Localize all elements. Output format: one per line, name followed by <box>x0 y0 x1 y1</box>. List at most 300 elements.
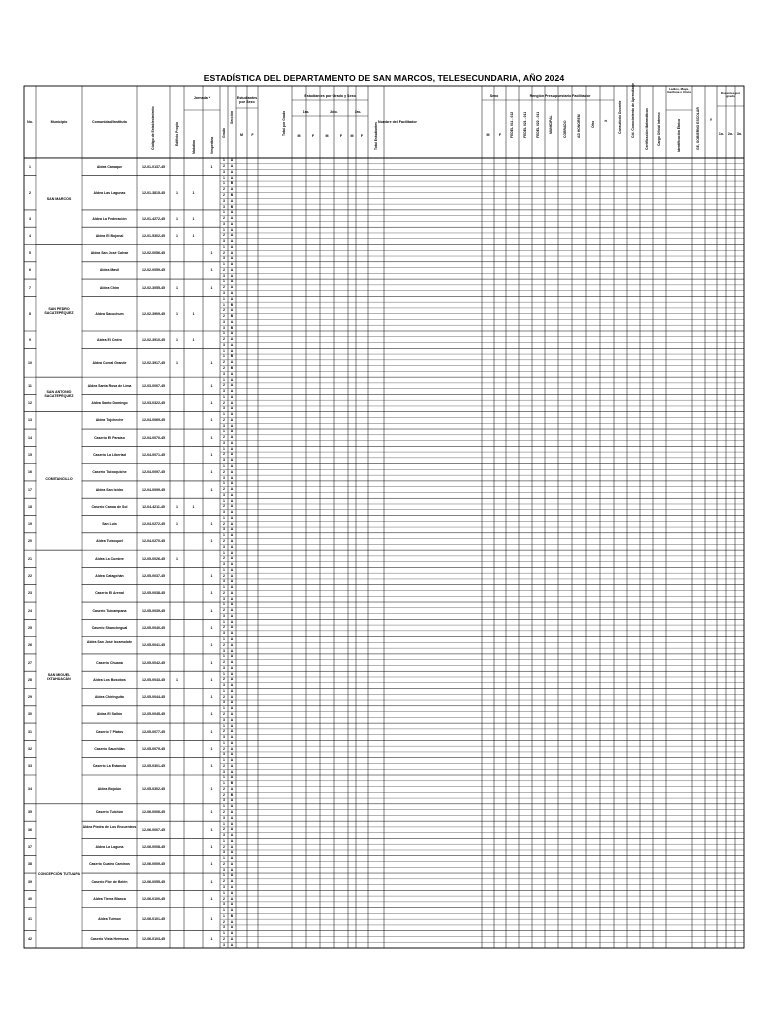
grade-cell: 2 <box>223 267 225 272</box>
grade-cell: 2 <box>223 573 225 578</box>
header-g1: 1ro. <box>302 110 310 114</box>
header-est-grado-sexo: Estudiantes por Grado y Sexo <box>304 94 356 98</box>
section-cell: A <box>230 694 234 699</box>
section-cell: A <box>230 654 234 659</box>
section-cell: A <box>230 504 234 509</box>
municipio-name: SAN PEDRO SACATEPÉQUEZ <box>44 306 74 315</box>
grade-cell: 1 <box>223 758 225 763</box>
establishment-code: 12-05-0039-45 <box>142 608 165 613</box>
section-cell: A <box>230 925 234 930</box>
header-no: No. <box>27 120 33 124</box>
section-cell: A <box>230 596 234 601</box>
header-r011: FEDEL 011 - 012 <box>510 111 514 138</box>
afternoon-shift: 1 <box>210 251 213 256</box>
row-number: 39 <box>28 879 32 884</box>
header-g3: 3ro. <box>354 110 362 114</box>
section-cell: A <box>230 942 234 947</box>
grade-cell: 3 <box>223 884 225 889</box>
section-cell: A <box>230 285 234 290</box>
section-cell: A <box>230 827 234 832</box>
establishment-code: 12-04-0097-45 <box>142 470 165 475</box>
section-cell: A <box>230 164 234 169</box>
section-cell: A <box>230 585 234 590</box>
afternoon-shift: 1 <box>210 401 213 406</box>
grade-cell: 3 <box>223 527 225 532</box>
grade-cell: 3 <box>223 752 225 757</box>
header-renglon: Renglón Presupuestario Facilitador <box>529 94 591 98</box>
grade-cell: 2 <box>223 810 225 814</box>
establishment-code: 12-05-0301-45 <box>142 764 165 769</box>
afternoon-shift: 1 <box>210 268 213 273</box>
section-cell: A <box>230 221 234 226</box>
section-cell: A <box>230 723 234 728</box>
section-cell: A <box>230 556 234 561</box>
grade-cell: 3 <box>223 423 225 428</box>
grade-cell: 1 <box>223 279 225 284</box>
afternoon-shift: 1 <box>210 418 213 423</box>
section-cell: A <box>230 227 234 232</box>
grade-cell: 1 <box>223 429 225 434</box>
grade-cell: 3 <box>223 683 225 688</box>
row-number: 22 <box>28 574 32 579</box>
section-cell: A <box>230 711 234 716</box>
establishment-code: 12-02-0056-45 <box>142 251 165 256</box>
afternoon-shift: 1 <box>210 643 213 648</box>
section-cell: A <box>230 671 234 676</box>
community-name: Aldea Catagchán <box>95 574 124 579</box>
grade-cell: 3 <box>223 342 225 347</box>
header-grado: Grado <box>222 128 226 138</box>
community-name: Caserío Canoa de Sol <box>91 504 128 509</box>
header-sexo-f: F <box>498 133 502 137</box>
own-building: 1 <box>176 360 178 365</box>
afternoon-shift: 1 <box>210 937 213 942</box>
grade-cell: 2 <box>223 556 225 561</box>
establishment-code: 12-05-0041-45 <box>142 643 165 648</box>
grade-cell: 1 <box>223 890 225 895</box>
grade-cell: 2 <box>223 365 225 370</box>
grade-cell: 1 <box>223 838 225 843</box>
grade-cell: 2 <box>223 763 225 768</box>
row-number: 2 <box>29 190 31 195</box>
establishment-code: 12-05-0044-45 <box>142 695 165 700</box>
community-name: Aldea La Cumbre <box>95 556 124 561</box>
grade-cell: 3 <box>223 291 225 296</box>
grade-cell: 2 <box>223 400 225 405</box>
grade-cell: 3 <box>223 648 225 653</box>
afternoon-shift: 1 <box>210 695 213 700</box>
establishment-code: 12-04-0270-45 <box>142 539 165 544</box>
row-number: 4 <box>29 233 31 238</box>
section-cell: A <box>230 216 234 221</box>
grade-cell: 1 <box>223 654 225 659</box>
establishment-code: 12-03-0007-45 <box>142 383 165 388</box>
grade-cell: 1 <box>223 515 225 520</box>
section-cell: A <box>230 210 234 215</box>
morning-shift: 1 <box>192 311 195 316</box>
establishment-code: 12-05-0042-45 <box>142 660 165 665</box>
grade-cell: 1 <box>223 740 225 745</box>
section-cell: A <box>230 239 234 244</box>
grade-cell: 3 <box>223 833 225 838</box>
row-number: 11 <box>28 383 32 388</box>
grade-cell: 2 <box>223 164 225 169</box>
row-number: 20 <box>28 539 32 544</box>
community-name: Aldea Los Bosobos <box>93 677 126 682</box>
community-name: Aldea Chiringuito <box>94 695 125 700</box>
grade-cell: 3 <box>223 717 225 722</box>
section-cell: A <box>230 458 234 463</box>
community-name: Aldea Tierra Blanca <box>93 896 126 901</box>
section-cell: A <box>230 417 234 422</box>
grade-cell: 2 <box>223 250 225 255</box>
section-cell: A <box>230 342 234 347</box>
community-name: Caserío Tuichún <box>95 810 124 815</box>
grade-cell: 2 <box>223 538 225 543</box>
section-cell: A <box>230 775 234 780</box>
grade-cell: 1 <box>223 181 225 186</box>
section-cell: A <box>230 319 234 324</box>
morning-shift: 1 <box>192 504 195 509</box>
row-number: 38 <box>28 862 32 867</box>
grade-cell: 3 <box>223 221 225 226</box>
section-cell: A <box>230 440 234 445</box>
section-cell: A <box>230 879 234 884</box>
section-cell: A <box>230 446 234 451</box>
grade-cell: 1 <box>223 412 225 417</box>
afternoon-shift: 1 <box>210 591 213 596</box>
header-otro: Otro <box>591 120 595 128</box>
morning-shift: 1 <box>192 216 195 221</box>
header-total-grado: Total por Grado <box>282 110 286 136</box>
section-cell: A <box>230 873 234 878</box>
morning-shift: 1 <box>192 233 195 238</box>
community-name: Aldea La Federación <box>92 216 127 221</box>
grade-cell: 3 <box>223 325 225 330</box>
municipio-cell <box>36 412 81 550</box>
grade-cell: 3 <box>223 239 225 244</box>
grade-cell: 3 <box>223 665 225 670</box>
own-building: 1 <box>176 233 178 238</box>
grade-cell: 2 <box>223 625 225 630</box>
section-cell: A <box>230 429 234 434</box>
afternoon-shift: 1 <box>210 917 213 922</box>
section-cell: A <box>230 452 234 457</box>
section-cell: A <box>230 256 234 261</box>
morning-shift: 1 <box>192 337 195 342</box>
grade-cell: 1 <box>223 331 225 336</box>
afternoon-shift: 1 <box>210 574 213 579</box>
grade-cell: 3 <box>223 700 225 705</box>
municipio-cell <box>36 158 81 244</box>
grade-cell: 3 <box>223 458 225 463</box>
grade-cell: 1 <box>223 931 225 936</box>
grade-cell: 3 <box>223 562 225 567</box>
header-conocimiento: Cól. Conocimiento de Aprendizaje <box>631 83 635 138</box>
community-name: Aldea El Sallón <box>96 712 123 717</box>
row-number: 24 <box>28 608 32 613</box>
row-number: 21 <box>28 556 32 561</box>
row-number: 27 <box>28 660 32 665</box>
establishment-code: 12-02-3909-45 <box>142 311 165 316</box>
grade-cell: 3 <box>223 371 225 376</box>
afternoon-shift: 1 <box>210 712 213 717</box>
section-cell: A <box>230 510 234 515</box>
section-cell: A <box>230 613 234 618</box>
own-building: 1 <box>176 522 178 527</box>
establishment-code: 12-04-4211-45 <box>142 504 165 509</box>
afternoon-shift: 1 <box>210 896 213 901</box>
grade-cell: 3 <box>223 510 225 515</box>
establishment-code: 12-06-0007-45 <box>142 827 165 832</box>
section-cell: A <box>230 867 234 872</box>
grade-cell: 2 <box>223 642 225 647</box>
community-name: Caserío El Paraíso <box>94 435 125 440</box>
grade-cell: 2 <box>223 487 225 492</box>
section-cell: A <box>230 360 234 365</box>
grade-cell: 3 <box>223 925 225 930</box>
header-certificado: Certificación Matemáticas <box>645 108 649 150</box>
establishment-code: 12-02-3055-45 <box>142 285 165 290</box>
section-cell: A <box>230 187 234 192</box>
afternoon-shift: 1 <box>210 879 213 884</box>
row-number: 31 <box>28 729 32 734</box>
community-name: Aldea Santa Rosa de Lima <box>87 383 132 388</box>
section-cell: A <box>230 861 234 866</box>
establishment-code: 12-05-0037-45 <box>142 574 165 579</box>
community-name: Aldea Tuixoquel <box>96 539 123 544</box>
section-cell: A <box>230 233 234 238</box>
community-name: Caserío Tuixoquiche <box>92 470 127 475</box>
establishment-code: 12-06-0100-45 <box>142 896 165 901</box>
community-name: Caserío Sauchilán <box>94 747 125 752</box>
section-cell: A <box>230 377 234 382</box>
section-cell: A <box>230 412 234 417</box>
establishment-code: 12-01-4272-45 <box>142 216 165 221</box>
row-number: 33 <box>28 764 32 769</box>
section-cell: A <box>230 642 234 647</box>
establishment-code: 12-06-0101-45 <box>142 917 165 922</box>
section-cell: A <box>230 856 234 861</box>
row-number: 37 <box>28 845 32 850</box>
row-number: 17 <box>28 487 32 492</box>
establishment-code: 12-05-0077-45 <box>142 729 165 734</box>
section-cell: A <box>230 175 234 180</box>
establishment-code: 12-05-0043-45 <box>142 677 165 682</box>
section-cell: A <box>230 919 234 924</box>
row-number: 35 <box>28 810 32 815</box>
row-number: 18 <box>28 504 32 509</box>
header-edificio: Edificio Propio <box>175 122 179 146</box>
municipio-cell <box>36 804 81 947</box>
section-cell: A <box>230 740 234 745</box>
grade-cell: 1 <box>223 227 225 232</box>
header-municipal: MUNICIPAL <box>549 115 553 134</box>
row-number: 29 <box>28 695 32 700</box>
section-cell: B <box>230 302 234 307</box>
grade-cell: 2 <box>223 919 225 924</box>
section-cell: A <box>230 648 234 653</box>
section-cell: A <box>230 567 234 572</box>
section-cell: A <box>230 936 234 941</box>
municipio-name: SAN MIGUEL IXTAHUACÁN <box>47 672 71 681</box>
header-consultorio: Consultorio Docente <box>618 100 622 134</box>
section-cell: A <box>230 198 234 203</box>
community-name: Aldea El Bojonal <box>95 233 124 238</box>
section-cell: A <box>230 706 234 711</box>
grade-cell: 2 <box>223 792 225 797</box>
row-number: 25 <box>28 625 32 630</box>
grade-cell: 1 <box>223 244 225 249</box>
grade-cell: 2 <box>223 216 225 221</box>
community-name: Caserío Vista Hermosa <box>90 937 129 942</box>
grade-cell: 1 <box>223 354 225 359</box>
grade-cell: 3 <box>223 798 225 803</box>
establishment-code: 12-06-0009-45 <box>142 862 165 867</box>
municipio-name: SAN ANTONIO SACATEPÉQUEZ <box>44 390 74 399</box>
section-cell: A <box>230 804 234 809</box>
section-cell: A <box>230 308 234 313</box>
community-name: Aldea El Cedro <box>97 337 122 342</box>
grade-cell: 1 <box>223 158 225 163</box>
row-number: 42 <box>28 937 32 942</box>
establishment-code: 12-04-0070-45 <box>142 435 165 440</box>
row-number: 16 <box>28 470 32 475</box>
section-cell: A <box>230 665 234 670</box>
afternoon-shift: 1 <box>210 285 213 290</box>
establishment-code: 12-02-0059-45 <box>142 268 165 273</box>
afternoon-shift: 1 <box>210 677 213 682</box>
header-d2: 2o. <box>727 132 734 136</box>
grade-cell: 2 <box>223 360 225 365</box>
section-cell: B <box>230 365 234 370</box>
community-name: Caserío La Estancia <box>92 764 127 769</box>
grade-cell: 1 <box>223 821 225 826</box>
community-name: Aldea La Laguna <box>95 845 124 850</box>
section-cell: B <box>230 792 234 797</box>
grade-cell: 1 <box>223 602 225 607</box>
section-cell: A <box>230 371 234 376</box>
own-building: 1 <box>176 504 178 509</box>
grade-cell: 1 <box>223 481 225 486</box>
community-name: Caserío Chuana <box>96 660 123 665</box>
community-name: Caserío Shanchegual <box>91 625 128 630</box>
grade-cell: 1 <box>223 348 225 353</box>
community-name: Aldea Sacuchum <box>95 311 124 316</box>
grade-cell: 2 <box>223 452 225 457</box>
community-name: Caserío Tuicampana <box>92 608 127 613</box>
establishment-code: 12-05-0040-45 <box>142 625 165 630</box>
community-name: Aldea Chim <box>99 285 120 290</box>
establishment-code: 12-01-0137-45 <box>142 164 165 169</box>
header-jornada: Jornada * <box>193 96 211 100</box>
page-title: ESTADÍSTICA DEL DEPARTAMENTO DE SAN MARCOS, TELESECUNDARIA, AÑO 2024 <box>203 73 565 83</box>
grade-cell: 2 <box>223 936 225 941</box>
header-y: Y <box>709 118 713 122</box>
section-cell: B <box>230 192 234 197</box>
community-name: Aldea Las Lagunas <box>93 190 126 195</box>
section-cell: A <box>230 573 234 578</box>
grade-cell: 2 <box>223 608 225 613</box>
own-building: 1 <box>176 556 178 561</box>
grade-cell: 3 <box>223 613 225 618</box>
header-vespertina: Vespertina <box>210 136 214 154</box>
community-name: Caserío La Libertad <box>93 452 126 457</box>
section-cell: A <box>230 331 234 336</box>
grade-cell: 3 <box>223 406 225 411</box>
community-name: Aldea Tojcheche <box>95 418 124 423</box>
section-cell: A <box>230 267 234 272</box>
row-number: 14 <box>28 435 32 440</box>
afternoon-shift: 1 <box>210 383 213 388</box>
header-g3m: M <box>350 134 354 138</box>
grade-cell: 1 <box>223 781 225 786</box>
grade-cell: 3 <box>223 544 225 549</box>
row-number: 15 <box>28 452 32 457</box>
grade-cell: 2 <box>223 590 225 595</box>
section-cell: A <box>230 677 234 682</box>
establishment-code: 12-03-0322-45 <box>142 401 165 406</box>
establishment-code: 12-06-0055-45 <box>142 879 165 884</box>
section-cell: A <box>230 763 234 768</box>
grade-cell: 2 <box>223 660 225 665</box>
municipio-name: COMITANCILLO <box>45 476 73 481</box>
section-cell: A <box>230 394 234 399</box>
afternoon-shift: 1 <box>210 827 213 832</box>
section-cell: A <box>230 631 234 636</box>
grade-cell: 3 <box>223 867 225 872</box>
grade-cell: 1 <box>223 913 225 918</box>
afternoon-shift: 1 <box>210 729 213 734</box>
grade-cell: 3 <box>223 198 225 203</box>
grade-cell: 3 <box>223 631 225 636</box>
section-cell: B <box>230 913 234 918</box>
grade-cell: 1 <box>223 262 225 267</box>
header-g1m: M <box>297 134 301 138</box>
grade-cell: 3 <box>223 492 225 497</box>
community-name: Aldea Tuimox <box>98 917 121 922</box>
grade-cell: 2 <box>223 521 225 526</box>
grade-cell: 3 <box>223 769 225 774</box>
header-r021: FEDEL 021 - 011 <box>523 111 527 138</box>
header-ladino: Ladino, Maya, Garífuna o Xinca <box>667 87 691 95</box>
section-cell: A <box>230 717 234 722</box>
section-cell: A <box>230 602 234 607</box>
grade-cell: 2 <box>223 677 225 682</box>
grade-cell: 2 <box>223 383 225 388</box>
section-cell: A <box>230 608 234 613</box>
row-number: 30 <box>28 712 32 717</box>
header-r022: FEDEL 022 - 011 <box>536 111 540 138</box>
section-cell: A <box>230 660 234 665</box>
row-number: 9 <box>29 337 31 342</box>
header-codigo: Código de Establecimiento <box>151 106 155 150</box>
grade-cell: 3 <box>223 273 225 278</box>
header-seccion: Sección <box>230 110 234 124</box>
section-cell: A <box>230 348 234 353</box>
section-cell: A <box>230 423 234 428</box>
grade-cell: 3 <box>223 475 225 480</box>
row-number: 26 <box>28 643 32 648</box>
afternoon-shift: 1 <box>210 360 213 365</box>
municipio-name: SAN MARCOS <box>46 197 72 202</box>
section-cell: A <box>230 544 234 549</box>
row-number: 23 <box>28 591 32 596</box>
own-building: 1 <box>176 311 178 316</box>
section-cell: B <box>230 781 234 786</box>
grade-cell: 1 <box>223 723 225 728</box>
grade-cell: 1 <box>223 873 225 878</box>
